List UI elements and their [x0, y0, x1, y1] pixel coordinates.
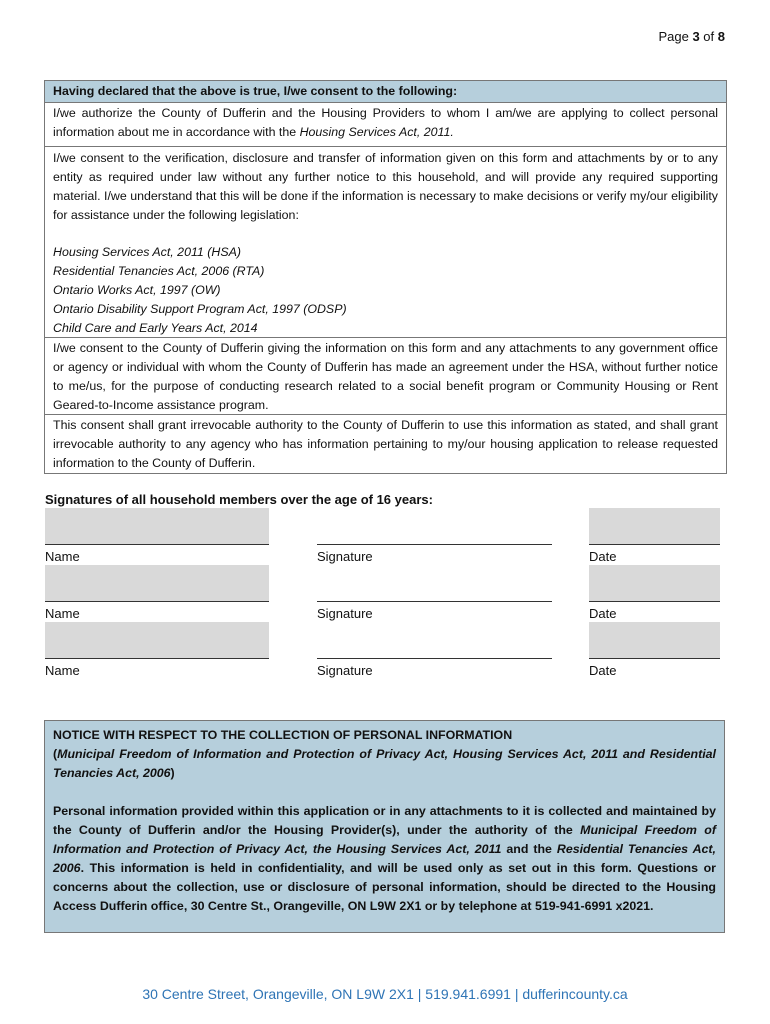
consent-sharing: I/we consent to the County of Dufferin giving the information on this form and any attachments to any government office or agency or individual with whom the County of Dufferin has made an agreement under the HSA, without further notice to me/us, for the purpose of conducting research related to a social benefit program or Community Housing or Rent Geared-to-Income assistance program.	[45, 338, 726, 415]
signature-label: Signature	[317, 549, 373, 564]
name-field[interactable]	[45, 508, 269, 545]
consent-verification	[45, 147, 726, 338]
page-total: 8	[717, 29, 725, 44]
consent-header: Having declared that the above is true, I/we consent to the following:	[45, 81, 726, 103]
consent-verification-text: I/we consent to the verification, disclosure and transfer of information given on this form and attachments by or to any entity as required under law without any further notice to this household, and will provide any required supporting material. I/we understand that this will be done if the information is necessary to make decisions or verify my/our eligibility for assistance under the following legislation:	[53, 151, 718, 222]
notice-body-part: Personal information provided within this application or in any attachments to it is collected and maintained by the County of Dufferin and/or the Housing Provider(s), under the authority of the	[53, 804, 716, 837]
page-prefix: Page	[658, 29, 689, 44]
consent-authorize	[45, 103, 726, 147]
name-field[interactable]	[45, 565, 269, 602]
legislation-item: Ontario Disability Support Program Act, 1997 (ODSP)	[53, 302, 347, 316]
legislation-item: Residential Tenancies Act, 2006 (RTA)	[53, 264, 265, 278]
notice-body-part: . This information is held in confidentiality, and will be used only as set out in this form. Questions or concerns about the collection, use or disclosure of personal information, should be directed to the Housing Access Dufferin office, 30 Centre St., Orangeville, ON L9W 2X1 or by telephone at 519-941-6991 x2021.	[53, 861, 716, 913]
name-label: Name	[45, 606, 80, 621]
name-label: Name	[45, 663, 80, 678]
privacy-notice	[44, 720, 725, 933]
legislation-item: Child Care and Early Years Act, 2014	[53, 321, 258, 335]
consent-authorize-act: Housing Services Act, 2011.	[299, 125, 454, 139]
signature-row	[45, 622, 725, 678]
name-field[interactable]	[45, 622, 269, 659]
notice-acts-text: Municipal Freedom of Information and Protection of Privacy Act, Housing Services Act, 2011 and Residential Tenancies Act, 2006	[53, 747, 716, 780]
signature-line	[317, 544, 552, 545]
date-field[interactable]	[589, 565, 720, 602]
signature-row	[45, 508, 725, 564]
signatures-title: Signatures of all household members over the age of 16 years:	[45, 492, 433, 507]
legislation-item: Housing Services Act, 2011 (HSA)	[53, 245, 242, 259]
notice-acts: (Municipal Freedom of Information and Protection of Privacy Act, Housing Services Act, 2011 and Residential Tenancies Act, 2006)	[53, 747, 716, 780]
notice-body	[53, 802, 716, 916]
consent-authorize-text: I/we authorize the County of Dufferin and the Housing Providers to whom I am/we are applying to collect personal information about me in accordance with the	[53, 106, 718, 139]
name-label: Name	[45, 549, 80, 564]
page-footer: 30 Centre Street, Orangeville, ON L9W 2X1 | 519.941.6991 | dufferincounty.ca	[142, 986, 628, 1002]
signature-row	[45, 565, 725, 621]
notice-body-act: Residential Tenancies Act, 2006	[53, 842, 716, 875]
page-number	[658, 29, 725, 44]
consent-table	[44, 80, 727, 474]
signature-label: Signature	[317, 606, 373, 621]
notice-body-part: and the	[501, 842, 557, 856]
date-label: Date	[589, 663, 617, 678]
notice-title: NOTICE WITH RESPECT TO THE COLLECTION OF PERSONAL INFORMATION	[53, 728, 513, 742]
signature-line	[317, 658, 552, 659]
notice-body-act: Municipal Freedom of Information and Protection of Privacy Act, the Housing Services Act, 2011	[53, 823, 716, 856]
page-current: 3	[692, 29, 700, 44]
signature-line	[317, 601, 552, 602]
signature-label: Signature	[317, 663, 373, 678]
date-label: Date	[589, 606, 617, 621]
consent-irrevocable: This consent shall grant irrevocable authority to the County of Dufferin to use this information as stated, and shall grant irrevocable authority to any agency who has information pertaining to my/our housing application to release requested information to the County of Dufferin.	[53, 418, 718, 470]
date-field[interactable]	[589, 508, 720, 545]
legislation-list	[53, 243, 718, 338]
date-label: Date	[589, 549, 617, 564]
legislation-item: Ontario Works Act, 1997 (OW)	[53, 283, 221, 297]
date-field[interactable]	[589, 622, 720, 659]
page-of: of	[703, 29, 715, 44]
